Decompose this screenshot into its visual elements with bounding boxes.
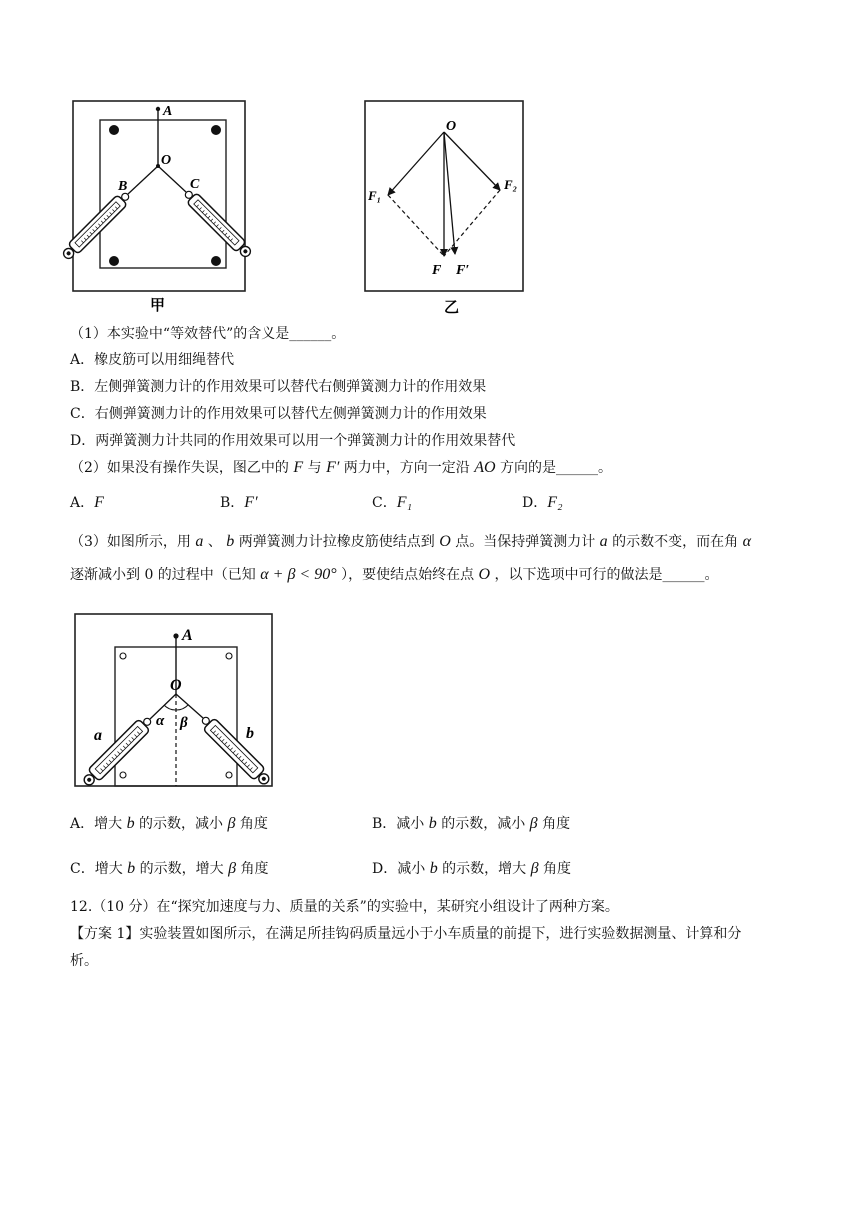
q3-option-c: C．增大 b 的示数，增大 β 角度 <box>70 860 269 877</box>
q3fig-label-a: a <box>94 727 102 744</box>
q3fig-label-O: O <box>170 677 182 694</box>
q1-option-b: B．左侧弹簧测力计的作用效果可以替代右侧弹簧测力计的作用效果 <box>70 379 487 395</box>
q3-stem-line2: 逐渐减小到 0 的过程中（已知 α + β < 90° ），要使结点始终在点 O ，以下选项中可行的做法是______。 <box>70 566 719 583</box>
yi-label-O: O <box>446 119 457 134</box>
q3fig-label-b: b <box>246 725 254 742</box>
q2-option-b: B．F′ <box>220 494 258 511</box>
jia-label-A: A <box>163 104 173 119</box>
q3fig-label-alpha: α <box>156 713 165 729</box>
q2-option-d: D．F₂ <box>522 494 563 511</box>
q3-option-d: D．减小 b 的示数，增大 β 角度 <box>372 860 572 877</box>
figure-q3 <box>70 612 280 792</box>
jia-label-C: C <box>190 177 200 192</box>
figure-yi <box>362 98 532 318</box>
jia-label-O: O <box>161 153 172 168</box>
q1-option-d: D．两弹簧测力计共同的作用效果可以用一个弹簧测力计的作用效果替代 <box>70 433 516 449</box>
q2-option-c: C．F₁ <box>372 494 413 511</box>
q3-option-b: B．减小 b 的示数，减小 β 角度 <box>372 815 571 832</box>
q3-stem-line1: （3）如图所示，用 a 、 b 两弹簧测力计拉橡皮筋使结点到 O 点。当保持弹簧测力计 a 的示数不变，而在角 α <box>70 533 751 550</box>
q1-stem: （1）本实验中“等效替代”的含义是______。 <box>70 326 346 342</box>
yi-label-F1: F₁ <box>368 188 382 203</box>
q2-stem: （2）如果没有操作失误，图乙中的 F 与 F′ 两力中，方向一定沿 AO 方向的是______。 <box>70 459 613 476</box>
q2-option-a: A．F <box>70 494 104 511</box>
jia-label-B: B <box>118 179 128 194</box>
yi-caption: 乙 <box>444 300 460 316</box>
figure-jia <box>70 98 250 318</box>
q1-option-c: C．右侧弹簧测力计的作用效果可以替代左侧弹簧测力计的作用效果 <box>70 406 487 422</box>
yi-label-Fprime: F′ <box>456 263 470 278</box>
q3-option-a: A．增大 b 的示数，减小 β 角度 <box>70 815 268 832</box>
yi-label-F: F <box>432 263 442 278</box>
q12-plan1-line1: 【方案 1】实验装置如图所示，在满足所挂钩码质量远小于小车质量的前提下，进行实验数据测量、计算和分 <box>70 926 742 942</box>
q3fig-label-A: A <box>182 627 193 644</box>
q12-plan1-line2: 析。 <box>70 953 98 969</box>
jia-caption: 甲 <box>150 298 166 314</box>
q12-stem: 12.（10 分）在“探究加速度与力、质量的关系”的实验中，某研究小组设计了两种方案。 <box>70 899 619 915</box>
q3fig-label-beta: β <box>180 715 188 731</box>
yi-label-F2: F₂ <box>504 177 518 192</box>
q1-option-a: A．橡皮筋可以用细绳替代 <box>70 352 235 368</box>
